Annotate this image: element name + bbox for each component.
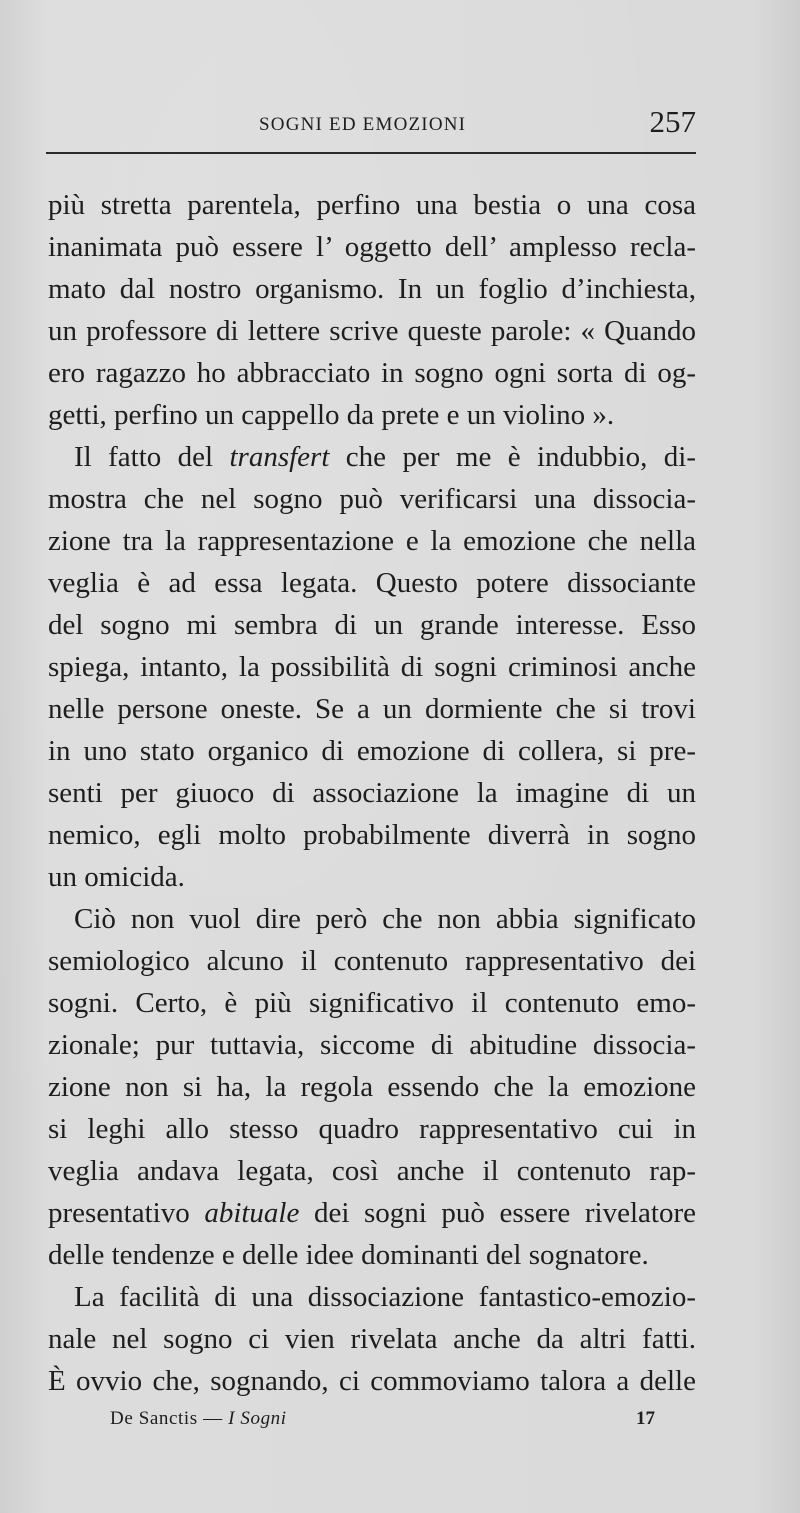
footer-author: De Sanctis — (110, 1408, 229, 1429)
text-line: si leghi allo stesso quadro rappresentativo cui in (48, 1113, 696, 1145)
text-line: in uno stato organico di emozione di collera, si pre- (48, 735, 696, 767)
text-line: nemico, egli molto probabilmente diverrà in sogno (48, 819, 696, 851)
italic-term: transfert (229, 441, 330, 473)
text-line: zione tra la rappresentazione e la emozione che nella (48, 525, 696, 557)
page-header (46, 104, 696, 144)
text-line: zionale; pur tuttavia, siccome di abitudine dissocia- (48, 1029, 696, 1061)
text-line: mostra che nel sogno può verificarsi una dissocia- (48, 483, 696, 515)
text-line: zione non si ha, la regola essendo che la emozione (48, 1071, 696, 1103)
text-line: senti per giuoco di associazione la imagine di un (48, 777, 696, 809)
text-line: È ovvio che, sognando, ci commoviamo talora a delle (48, 1365, 696, 1397)
text-line: sogni. Certo, è più significativo il contenuto emo- (48, 987, 696, 1019)
text-line: mato dal nostro organismo. In un foglio d’inchiesta, (48, 273, 696, 305)
text-run: presentativo (48, 1197, 205, 1229)
text-line: veglia è ad essa legata. Questo potere dissociante (48, 567, 696, 599)
text-line: del sogno mi sembra di un grande interesse. Esso (48, 609, 696, 641)
page-number: 257 (649, 104, 696, 139)
text-run: dei sogni può essere rivelatore (299, 1197, 696, 1229)
text-line: un professore di lettere scrive queste parole: « Quando (48, 315, 696, 347)
text-line: Ciò non vuol dire però che non abbia significato (74, 903, 696, 935)
text-line (48, 436, 696, 478)
text-line: delle tendenze e delle idee dominanti del sognatore. (48, 1239, 649, 1271)
text-line: La facilità di una dissociazione fantastico-emozio- (74, 1281, 696, 1313)
text-line: veglia andava legata, così anche il contenuto rap- (48, 1155, 696, 1187)
text-run: che per me è indubbio, di- (329, 441, 696, 473)
text-line (48, 1192, 696, 1234)
footer-book-title: I Sogni (228, 1408, 287, 1429)
text-line: un omicida. (48, 861, 185, 893)
text-line: inanimata può essere l’ oggetto dell’ amplesso recla- (48, 231, 696, 263)
text-line: semiologico alcuno il contenuto rappresentativo dei (48, 945, 696, 977)
text-run: Il fatto del (74, 441, 230, 473)
italic-term: abituale (204, 1197, 300, 1229)
text-line: più stretta parentela, perfino una bestia o una cosa (48, 189, 696, 221)
body-text (48, 184, 696, 1402)
text-line: nale nel sogno ci vien rivelata anche da altri fatti. (48, 1323, 696, 1355)
text-line: ero ragazzo ho abbracciato in sogno ogni sorta di og- (48, 357, 696, 389)
text-line: spiega, intanto, la possibilità di sogni criminosi anche (48, 651, 696, 683)
header-rule (46, 152, 696, 154)
signature-mark: 17 (636, 1408, 655, 1429)
running-title: SOGNI ED EMOZIONI (259, 114, 467, 135)
page-footer (110, 1408, 655, 1434)
footer-signature (110, 1408, 287, 1430)
text-line: getti, perfino un cappello da prete e un violino ». (48, 399, 615, 431)
text-line: nelle persone oneste. Se a un dormiente che si trovi (48, 693, 696, 725)
